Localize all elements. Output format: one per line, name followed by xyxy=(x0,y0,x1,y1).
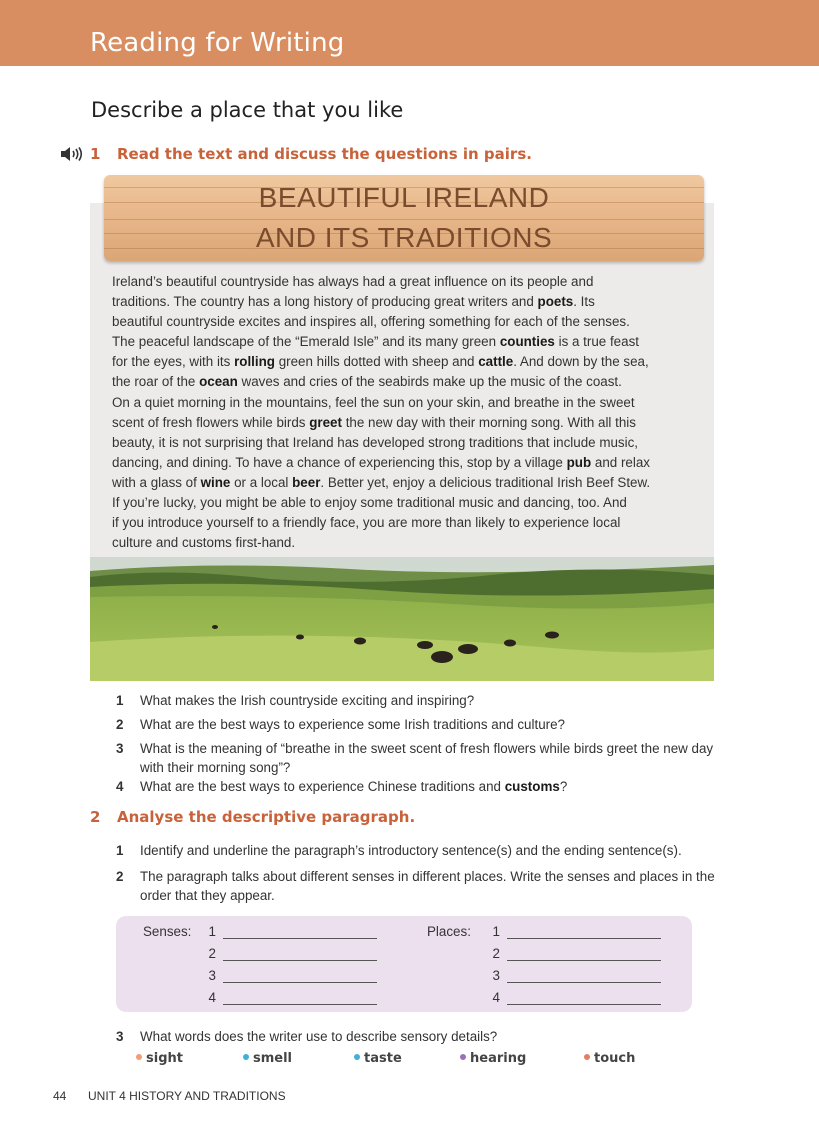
question-text xyxy=(140,715,716,734)
text-run: Identify and underline the paragraph’s introductory sentence(s) and the ending sentence(s). xyxy=(140,843,682,858)
text-run: scent of fresh flowers while birds xyxy=(112,414,310,430)
senses-blank-number: 2 xyxy=(208,946,216,961)
article-title-sign xyxy=(104,175,704,261)
bullet-dot-icon xyxy=(584,1054,590,1060)
sense-sight xyxy=(136,1051,183,1066)
question-text xyxy=(140,739,716,777)
text-run: is a true feast xyxy=(554,334,639,350)
places-answer-blank[interactable] xyxy=(507,982,661,983)
text-run: The peaceful landscape of the “Emerald Isle” and its many green xyxy=(112,334,500,350)
senses-label: Senses: xyxy=(143,924,192,939)
passage-line xyxy=(112,433,696,453)
bold-vocabulary-word: rolling xyxy=(234,354,275,370)
bold-vocabulary-word: wine xyxy=(200,474,231,490)
senses-places-table xyxy=(116,916,692,1012)
article-title-line-2: AND ITS TRADITIONS xyxy=(255,222,553,253)
passage-line xyxy=(112,292,696,312)
sense-label: smell xyxy=(253,1051,293,1066)
speaker-icon[interactable] xyxy=(60,147,84,161)
senses-answer-blank[interactable] xyxy=(223,982,377,983)
places-blank-number: 1 xyxy=(492,924,500,939)
text-run: The paragraph talks about different senses in different places. Write the senses and places in the order that they appear. xyxy=(140,869,715,903)
text-run: beautiful countryside excites and inspires all, offering something for each of the senses. xyxy=(112,314,630,330)
task-2-number: 2 xyxy=(90,808,101,826)
senses-answer-blank[interactable] xyxy=(223,938,377,939)
bullet-dot-icon xyxy=(354,1054,360,1060)
bold-vocabulary-word: customs xyxy=(504,779,560,794)
question-number: 1 xyxy=(116,843,124,858)
passage-line xyxy=(112,372,696,392)
sense-label: sight xyxy=(146,1051,183,1066)
passage-line xyxy=(112,312,696,332)
passage-line xyxy=(112,473,696,493)
bold-vocabulary-word: greet xyxy=(309,414,342,430)
text-run: the roar of the xyxy=(112,374,200,390)
bullet-dot-icon xyxy=(243,1054,249,1060)
bold-vocabulary-word: cattle xyxy=(478,354,514,370)
places-blank-number: 3 xyxy=(492,968,500,983)
bold-vocabulary-word: poets xyxy=(537,294,574,310)
sense-label: touch xyxy=(594,1051,636,1066)
question-number: 4 xyxy=(116,779,124,794)
passage-line xyxy=(112,493,696,513)
unit-title: UNIT 4 HISTORY AND TRADITIONS xyxy=(88,1089,286,1103)
text-run: If you’re lucky, you might be able to enjoy some traditional music and dancing, too. And xyxy=(112,495,627,511)
question-text xyxy=(140,777,716,796)
question-text xyxy=(140,867,716,905)
bold-vocabulary-word: counties xyxy=(499,334,555,350)
sense-label: taste xyxy=(364,1051,402,1066)
passage-line xyxy=(112,332,696,352)
article-title-line-1: BEAUTIFUL IRELAND xyxy=(258,182,550,213)
text-run: for the eyes, with its xyxy=(112,354,235,370)
bold-vocabulary-word: beer xyxy=(292,474,321,490)
text-run: the new day with their morning song. With all this xyxy=(341,414,636,430)
sense-taste xyxy=(354,1051,402,1066)
sense-touch xyxy=(584,1051,635,1066)
places-blank-number: 2 xyxy=(492,946,500,961)
senses-blank-number: 4 xyxy=(208,990,216,1005)
text-run: traditions. The country has a long history of producing great writers and xyxy=(112,294,538,310)
text-run: with a glass of xyxy=(112,474,201,490)
passage-line xyxy=(112,393,696,413)
text-run: dancing, and dining. To have a chance of experiencing this, stop by a village xyxy=(112,454,567,470)
passage-line xyxy=(112,352,696,372)
bold-vocabulary-word: ocean xyxy=(199,374,238,390)
text-run: and relax xyxy=(591,454,650,470)
bullet-dot-icon xyxy=(460,1054,466,1060)
text-run: . Better yet, enjoy a delicious traditional Irish Beef Stew. xyxy=(320,474,651,490)
bullet-dot-icon xyxy=(136,1054,142,1060)
text-run: culture and customs first-hand. xyxy=(112,535,296,551)
places-answer-blank[interactable] xyxy=(507,960,661,961)
sense-label: hearing xyxy=(470,1051,527,1066)
task-2-instruction: Analyse the descriptive paragraph. xyxy=(117,808,416,826)
text-run: What are the best ways to experience some Irish traditions and culture? xyxy=(140,717,565,732)
question-number: 2 xyxy=(116,717,124,732)
passage-line xyxy=(112,533,696,553)
sense-smell xyxy=(243,1051,292,1066)
passage-line xyxy=(112,513,696,533)
text-run: beauty, it is not surprising that Ireland has developed strong traditions that include music, xyxy=(112,434,639,450)
page-title: Describe a place that you like xyxy=(91,98,404,122)
senses-answer-blank[interactable] xyxy=(223,960,377,961)
places-blank-number: 4 xyxy=(492,990,500,1005)
question-text xyxy=(140,841,716,860)
question-number: 3 xyxy=(116,1029,124,1044)
sense-hearing xyxy=(460,1051,526,1066)
bold-vocabulary-word: pub xyxy=(566,454,592,470)
text-run: Ireland’s beautiful countryside has always had a great influence on its people and xyxy=(112,274,594,289)
places-answer-blank[interactable] xyxy=(507,1004,661,1005)
article-passage xyxy=(112,272,696,553)
page-number: 44 xyxy=(53,1089,67,1103)
places-answer-blank[interactable] xyxy=(507,938,661,939)
passage-line xyxy=(112,413,696,433)
passage-line xyxy=(112,272,696,292)
senses-answer-blank[interactable] xyxy=(223,1004,377,1005)
countryside-photo xyxy=(90,557,714,681)
text-run: or a local xyxy=(230,474,293,490)
text-run: green hills dotted with sheep and xyxy=(274,354,479,370)
text-run: . And down by the sea, xyxy=(513,354,649,370)
text-run: ? xyxy=(559,779,568,794)
task-1-instruction: Read the text and discuss the questions in pairs. xyxy=(117,145,532,163)
senses-blank-number: 3 xyxy=(208,968,216,983)
task-1-number: 1 xyxy=(90,145,101,163)
text-run: What is the meaning of “breathe in the sweet scent of fresh flowers while birds greet the new day with their morning song”? xyxy=(140,741,714,775)
question-text: What words does the writer use to describe sensory details? xyxy=(140,1029,498,1044)
question-number: 2 xyxy=(116,869,124,884)
question-number: 1 xyxy=(116,693,124,708)
question-number: 3 xyxy=(116,741,124,756)
text-run: What are the best ways to experience Chinese traditions and xyxy=(140,779,505,794)
places-label: Places: xyxy=(427,924,471,939)
text-run: What makes the Irish countryside exciting and inspiring? xyxy=(140,693,475,708)
senses-blank-number: 1 xyxy=(208,924,216,939)
banner-title: Reading for Writing xyxy=(90,28,345,58)
text-run: On a quiet morning in the mountains, feel the sun on your skin, and breathe in the sweet xyxy=(112,394,635,410)
text-run: . Its xyxy=(573,294,595,310)
question-text xyxy=(140,691,716,710)
text-run: waves and cries of the seabirds make up the music of the coast. xyxy=(237,374,622,390)
header-banner xyxy=(0,0,819,66)
passage-line xyxy=(112,453,696,473)
text-run: if you introduce yourself to a friendly face, you are more than likely to experience local xyxy=(112,515,621,531)
